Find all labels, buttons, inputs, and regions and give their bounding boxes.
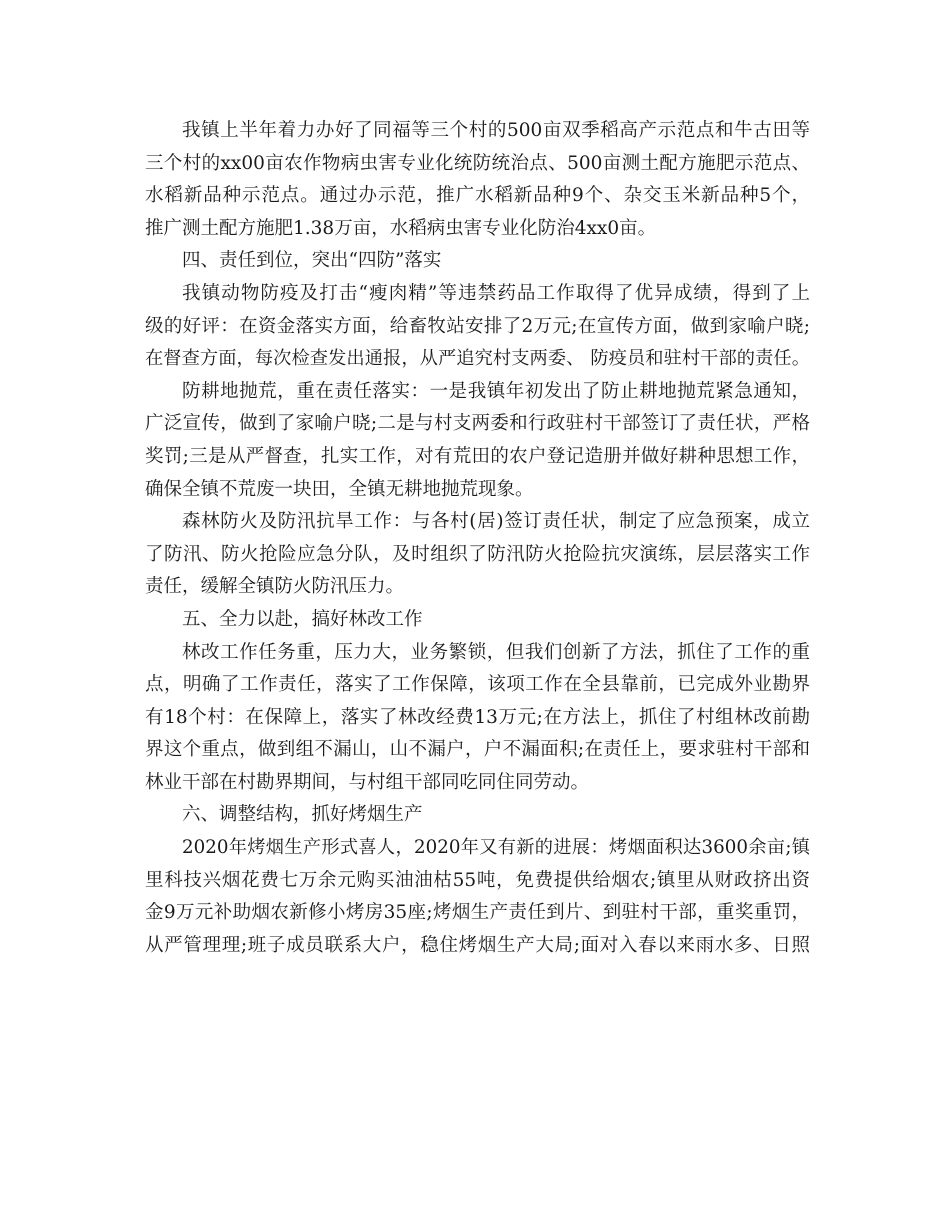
document-body — [145, 115, 810, 962]
paragraph-line: 界这个重点，做到组不漏山，山不漏户，户不漏面积;在责任上，要求驻村干部和 — [145, 739, 810, 761]
paragraph-line: 林业干部在村勘界期间，与村组干部同吃同住同劳动。 — [145, 771, 590, 793]
paragraph-line: 确保全镇不荒废一块田，全镇无耕地抛荒现象。 — [145, 478, 534, 500]
paragraph-line: 我镇上半年着力办好了同福等三个村的500亩双季稻高产示范点和牛古田等 — [182, 120, 810, 141]
paragraph-line: 推广测土配方施肥1.38万亩，水稻病虫害专业化防治4xx0亩。 — [145, 217, 657, 239]
paragraph-line: 里科技兴烟花费七万余元购买油油枯55吨，免费提供给烟农;镇里从财政挤出资 — [145, 869, 810, 891]
paragraph-line: 广泛宣传，做到了家喻户晓;二是与村支两委和行政驻村干部签订了责任状，严格 — [145, 413, 810, 435]
paragraph-line: 奖罚;三是从严督查，扎实工作，对有荒田的农户登记造册并做好耕种思想工作， — [145, 445, 810, 467]
paragraph-line: 级的好评：在资金落实方面，给畜牧站安排了2万元;在宣传方面，做到家喻户晓; — [145, 315, 810, 337]
paragraph-line: 我镇动物防疫及打击“瘦肉精”等违禁药品工作取得了优异成绩，得到了上 — [182, 282, 810, 304]
paragraph-line: 有18个村：在保障上，落实了林改经费13万元;在方法上，抓住了村组林改前勘 — [145, 706, 810, 728]
paragraph-line: 林改工作任务重，压力大，业务繁锁，但我们创新了方法，抓住了工作的重 — [182, 641, 810, 663]
paragraph-line: 防耕地抛荒，重在责任落实：一是我镇年初发出了防止耕地抛荒紧急通知， — [182, 380, 810, 402]
paragraph-line: 三个村的xx00亩农作物病虫害专业化统防统治点、500亩测土配方施肥示范点、 — [145, 152, 810, 174]
paragraph-line: 2020年烤烟生产形式喜人，2020年又有新的进展：烤烟面积达3600余亩;镇 — [182, 837, 810, 859]
paragraph-line: 从严管理理;班子成员联系大户，稳住烤烟生产大局;面对入春以来雨水多、日照 — [145, 934, 810, 956]
paragraph-line: 金9万元补助烟农新修小烤房35座;烤烟生产责任到片、到驻村干部，重奖重罚， — [145, 902, 810, 924]
section-heading: 六、调整结构，抓好烤烟生产 — [182, 804, 423, 826]
paragraph-line: 水稻新品种示范点。通过办示范，推广水稻新品种9个、杂交玉米新品种5个， — [145, 185, 810, 207]
section-heading: 四、责任到位，突出“四防”落实 — [182, 250, 442, 272]
paragraph-line: 了防汛、防火抢险应急分队，及时组织了防汛防火抢险抗灾演练，层层落实工作 — [145, 543, 810, 565]
section-heading: 五、全力以赴，搞好林改工作 — [182, 608, 423, 630]
paragraph-line: 森林防火及防汛抗旱工作：与各村(居)签订责任状，制定了应急预案，成立 — [182, 511, 810, 533]
paragraph-line: 点，明确了工作责任，落实了工作保障，该项工作在全县靠前，已完成外业勘界 — [145, 674, 810, 696]
paragraph-line: 责任，缓解全镇防火防汛压力。 — [145, 576, 405, 598]
paragraph-line: 在督查方面，每次检查发出通报，从严追究村支两委、 防疫员和驻村干部的责任。 — [145, 348, 810, 370]
